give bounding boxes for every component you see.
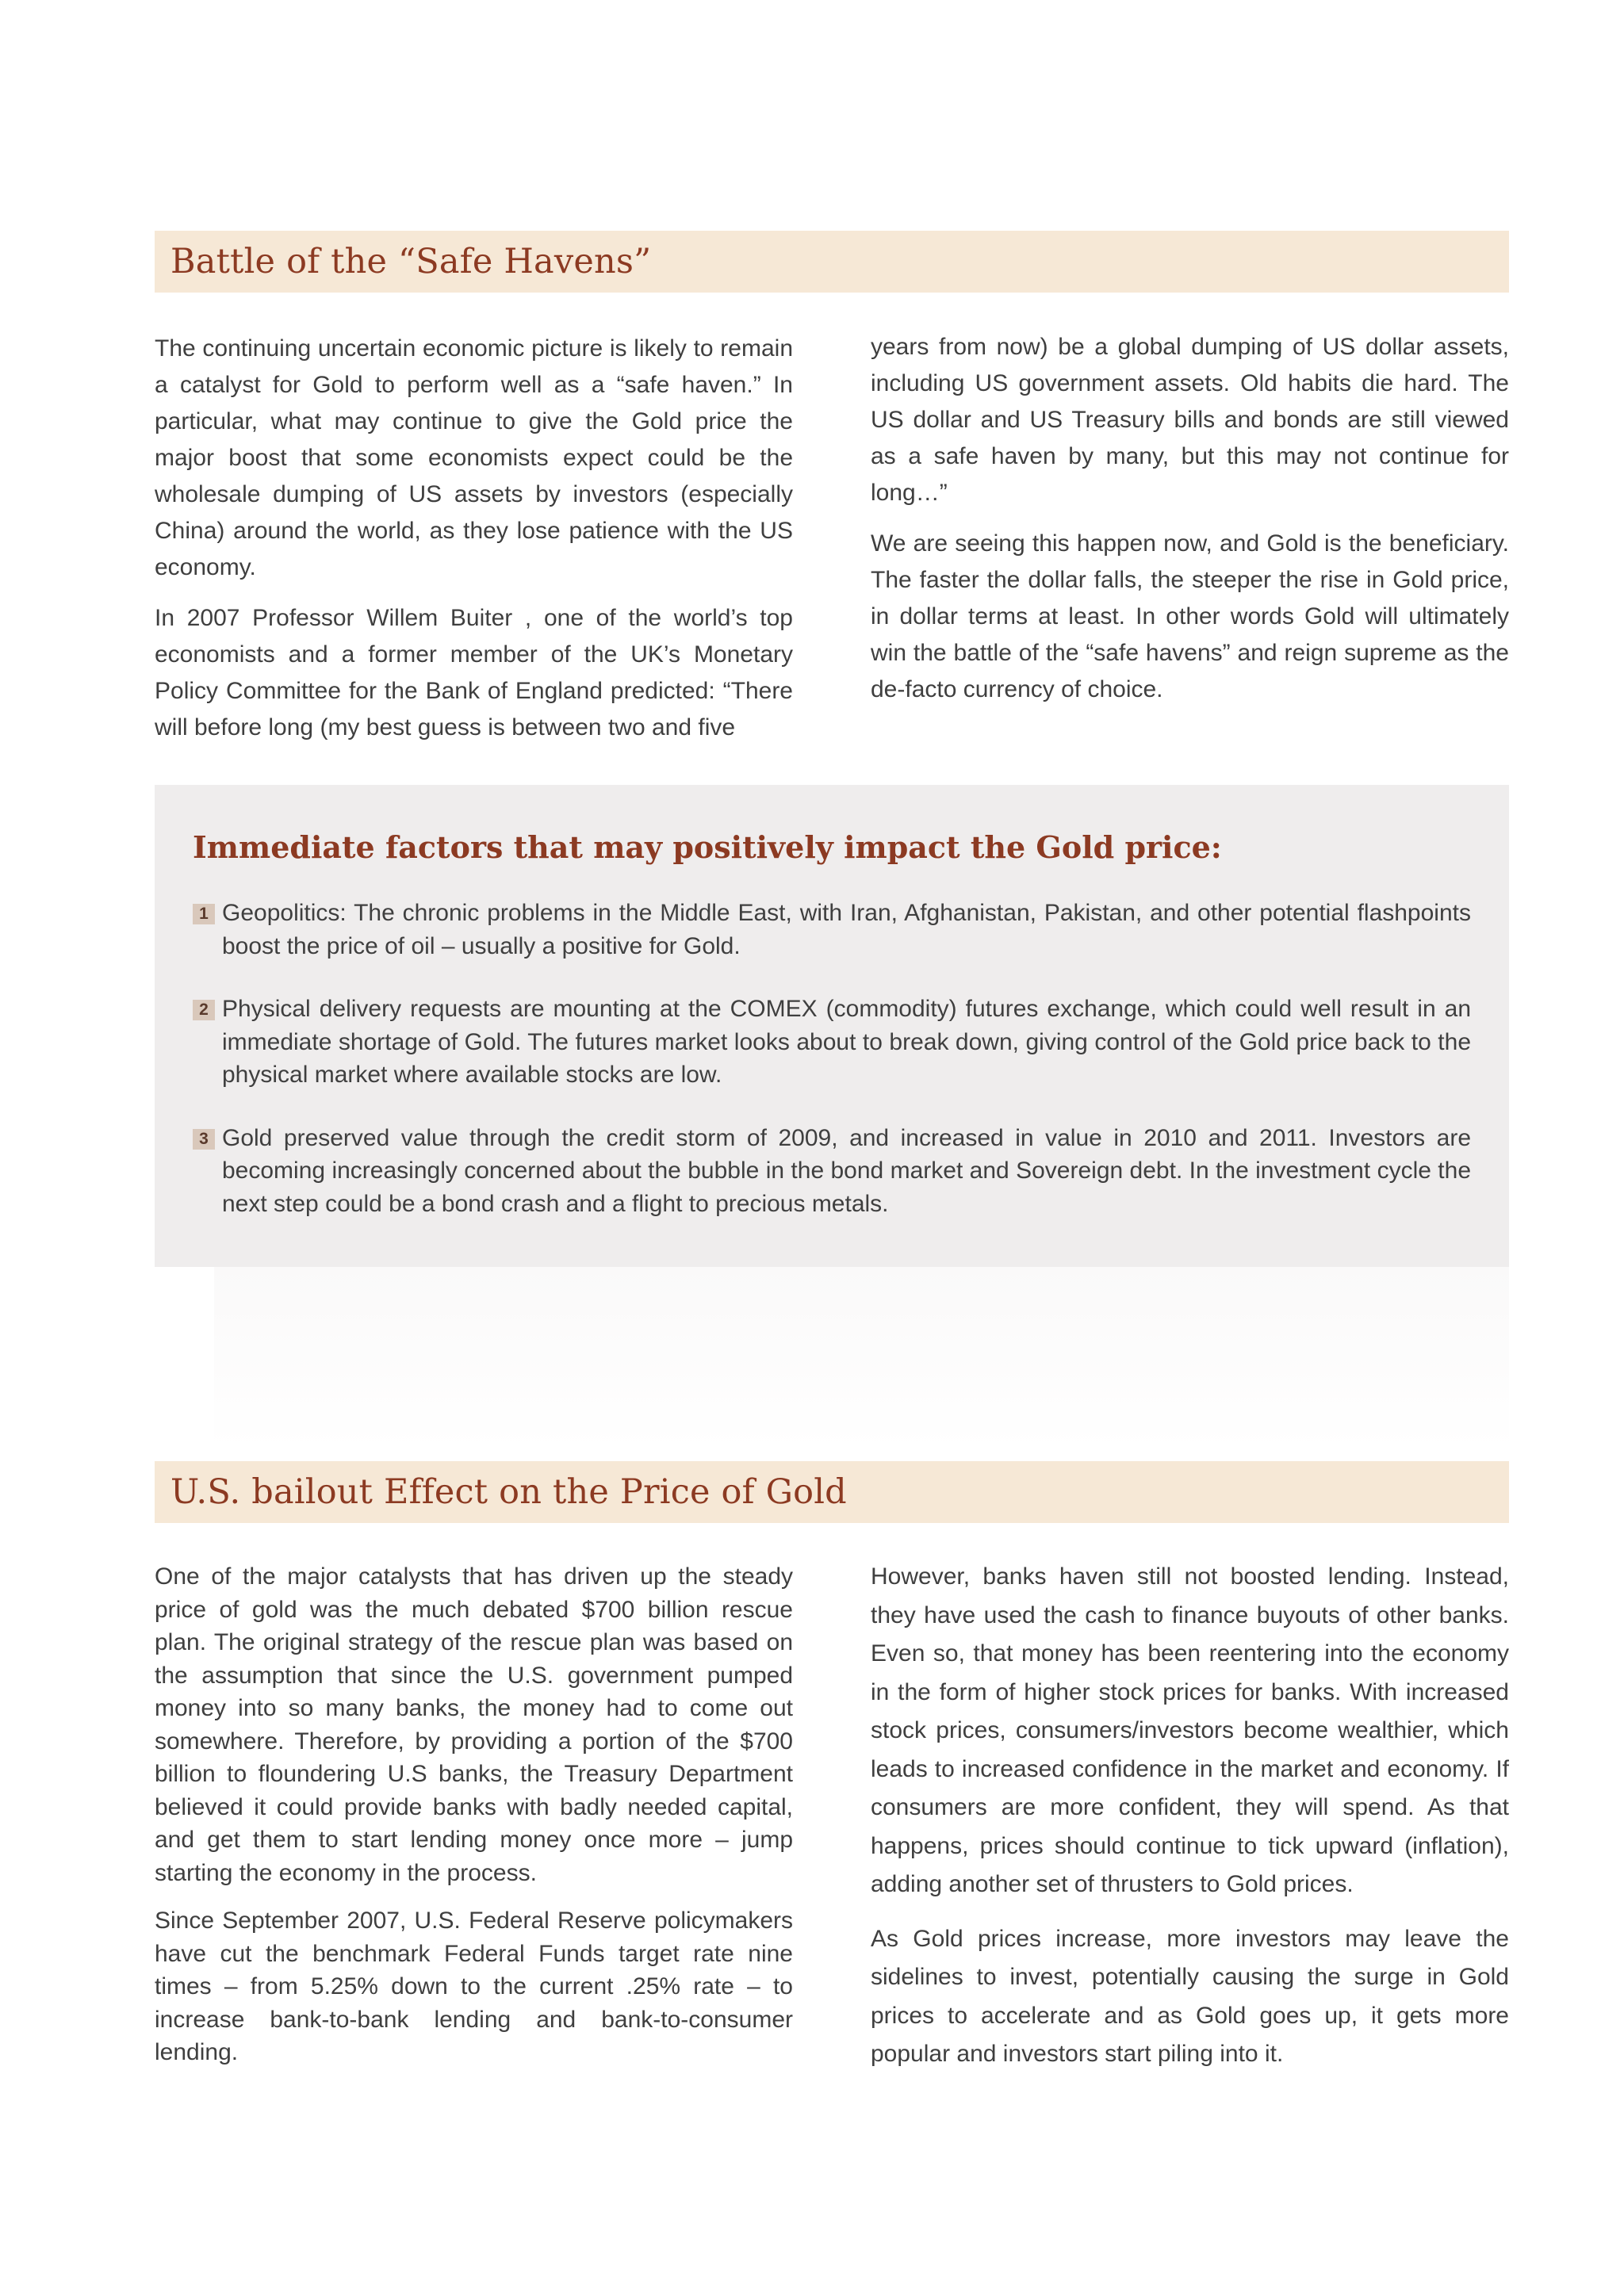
section1-right-column — [871, 329, 1509, 722]
section2-left-column — [155, 1560, 793, 2084]
paragraph: As Gold prices increase, more investors may leave the sidelines to invest, potentially causing the surge in Gold prices to accelerate and as Gold goes up, it gets more popular and investors start piling into it. — [871, 1925, 1509, 2067]
factor-text: Physical delivery requests are mounting at the COMEX (commodity) futures exchange, which could well result in an immediate shortage of Gold. The futures market looks about to break down, giving control of the Gold price back to the physical market where available stocks are low. — [222, 996, 1471, 1088]
section1-left-column — [155, 331, 793, 760]
factor-item — [193, 1122, 1471, 1221]
section2-right-column — [871, 1558, 1509, 2090]
section-title: U.S. bailout Effect on the Price of Gold — [170, 1472, 847, 1512]
factor-number-badge: 1 — [193, 904, 215, 924]
factors-box — [155, 785, 1509, 1267]
section-header-bailout — [155, 1461, 1509, 1523]
paragraph: One of the major catalysts that has driven up the steady price of gold was the much debated $700 billion rescue plan. The original strategy of the rescue plan was based on the assumption that since the U.S. government pumped money into so many banks, the money had to come out somewhere. Therefore, by providing a portion of the $700 billion to floundering U.S banks, the Treasury Department believed it could provide banks with badly needed capital, and get them to start lending money once more – jump starting the economy in the process. — [155, 1563, 793, 1886]
section-header-safe-havens — [155, 231, 1509, 293]
factor-item — [193, 993, 1471, 1092]
decorative-fade — [214, 1267, 1509, 1449]
paragraph: The continuing uncertain economic picture is likely to remain a catalyst for Gold to perform well as a “safe haven.” In particular, what may continue to give the Gold price the major boost that some economists expect could be the wholesale dumping of US assets by investors (especially China) around the world, as they lose patience with the US economy. — [155, 335, 793, 580]
factor-number-badge: 3 — [193, 1129, 215, 1150]
factor-number-badge: 2 — [193, 1000, 215, 1020]
factor-text: Gold preserved value through the credit storm of 2009, and increased in value in 2010 and 2011. Investors are becoming increasingly concerned about the bubble in the bond market and Sovereign debt. In the investment cycle the next step could be a bond crash and a flight to precious metals. — [222, 1124, 1471, 1217]
paragraph: Since September 2007, U.S. Federal Reserve policymakers have cut the benchmark Federal Funds target rate nine times – from 5.25% down to the current .25% rate – to increase bank-to-bank lending and bank-to-consumer lending. — [155, 1908, 793, 2065]
factor-item — [193, 897, 1471, 962]
paragraph: However, banks haven still not boosted lending. Instead, they have used the cash to finance buyouts of other banks. Even so, that money has been reentering into the economy in the form of higher stock prices for banks. With increased stock prices, consumers/investors become wealthier, which leads to increased confidence in the market and economy. If consumers are more confident, they will spend. As that happens, prices should continue to tick upward (inflation), adding another set of thrusters to Gold prices. — [871, 1563, 1509, 1897]
factors-heading: Immediate factors that may positively impact the Gold price: — [193, 829, 1222, 865]
factor-text: Geopolitics: The chronic problems in the Middle East, with Iran, Afghanistan, Pakistan, and other potential flashpoints boost the price of oil – usually a positive for Gold. — [222, 900, 1471, 959]
paragraph: In 2007 Professor Willem Buiter , one of the world’s top economists and a former member of the UK’s Monetary Policy Committee for the Bank of England predicted: “There will before long (my best guess is between two and five — [155, 605, 793, 740]
paragraph: We are seeing this happen now, and Gold is the beneficiary. The faster the dollar falls, the steeper the rise in Gold price, in dollar terms at least. In other words Gold will ultimately win the battle of the “safe havens” and reign supreme as the de-facto currency of choice. — [871, 530, 1509, 702]
paragraph: years from now) be a global dumping of US dollar assets, including US government assets. Old habits die hard. The US dollar and US Treasury bills and bonds are still viewed as a safe haven by many, but this may not continue for long…” — [871, 334, 1509, 506]
section-title: Battle of the “Safe Havens” — [170, 242, 652, 281]
